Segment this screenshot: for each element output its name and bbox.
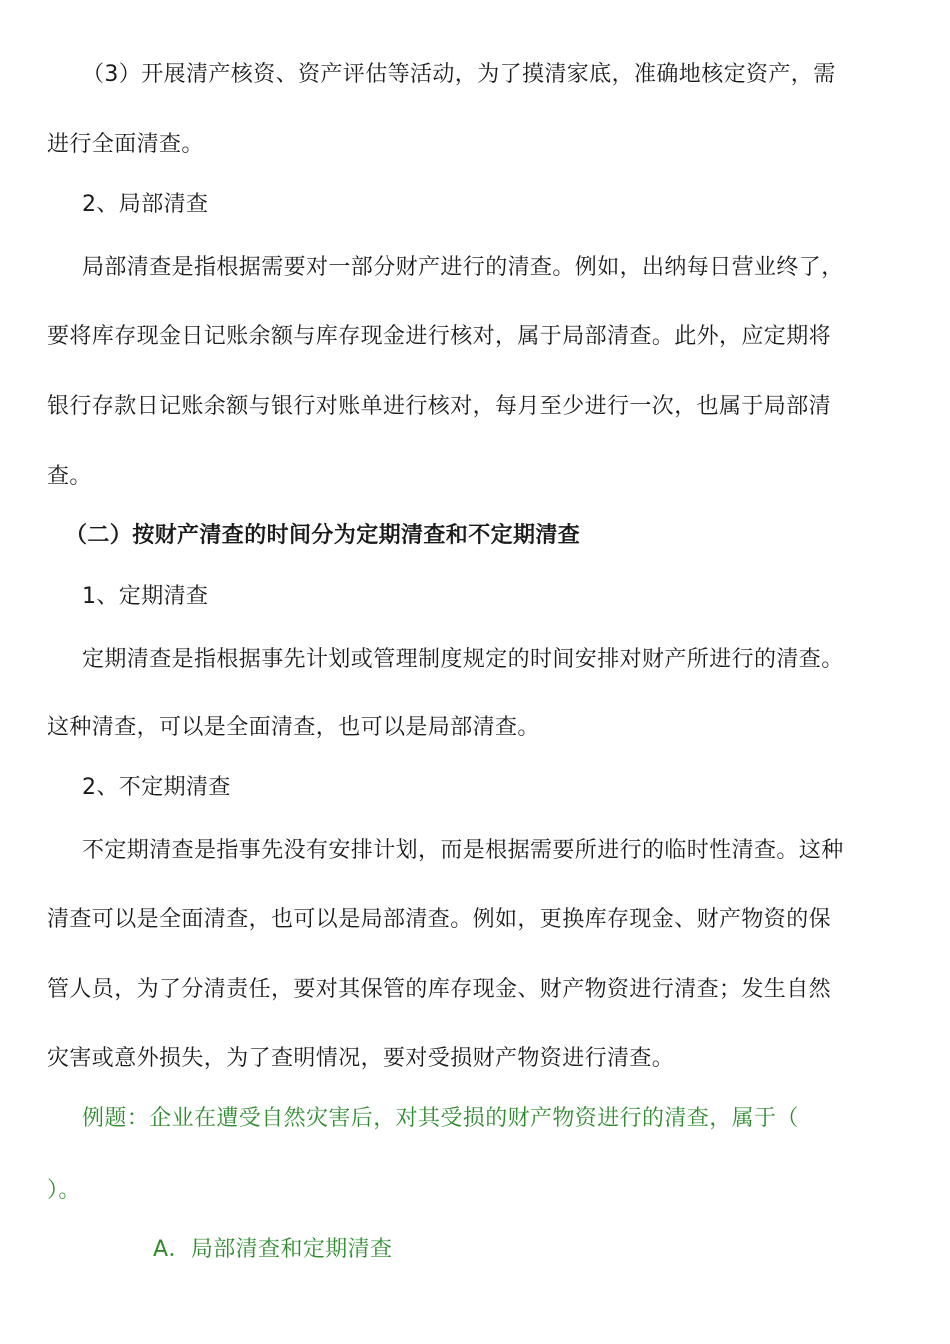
paragraph-line: 不定期清查是指事先没有安排计划，而是根据需要所进行的临时性清查。这种 bbox=[82, 838, 844, 863]
paragraph-line: 进行全面清查。 bbox=[47, 132, 204, 157]
section-heading: 2、局部清查 bbox=[82, 192, 209, 217]
paragraph-line: 银行存款日记账余额与银行对账单进行核对，每月至少进行一次，也属于局部清 bbox=[47, 394, 832, 419]
example-question-end: ）。 bbox=[47, 1178, 81, 1203]
paragraph-line: 要将库存现金日记账余额与库存现金进行核对，属于局部清查。此外，应定期将 bbox=[47, 324, 832, 349]
paragraph-line: 查。 bbox=[47, 464, 92, 489]
paragraph-line: 清查可以是全面清查，也可以是局部清查。例如，更换库存现金、财产物资的保 bbox=[47, 907, 832, 932]
section-heading: 1、定期清查 bbox=[82, 584, 209, 609]
paragraph-line: 灾害或意外损失，为了查明情况，要对受损财产物资进行清查。 bbox=[47, 1046, 675, 1071]
paragraph-line: （3）开展清产核资、资产评估等活动，为了摸清家底，准确地核定资产，需 bbox=[82, 62, 836, 87]
example-question: 例题：企业在遭受自然灾害后，对其受损的财产物资进行的清查，属于（ bbox=[82, 1106, 799, 1131]
paragraph-line: 管人员，为了分清责任，要对其保管的库存现金、财产物资进行清查；发生自然 bbox=[47, 977, 832, 1002]
paragraph-line: 局部清查是指根据需要对一部分财产进行的清查。例如，出纳每日营业终了， bbox=[82, 255, 844, 280]
paragraph-line: 定期清查是指根据事先计划或管理制度规定的时间安排对财产所进行的清查。 bbox=[82, 647, 844, 672]
example-option-a: A．局部清查和定期清查 bbox=[153, 1237, 393, 1262]
section-heading: 2、不定期清查 bbox=[82, 775, 231, 800]
chapter-heading: （二）按财产清查的时间分为定期清查和不定期清查 bbox=[65, 523, 581, 548]
paragraph-line: 这种清查，可以是全面清查，也可以是局部清查。 bbox=[47, 715, 540, 740]
